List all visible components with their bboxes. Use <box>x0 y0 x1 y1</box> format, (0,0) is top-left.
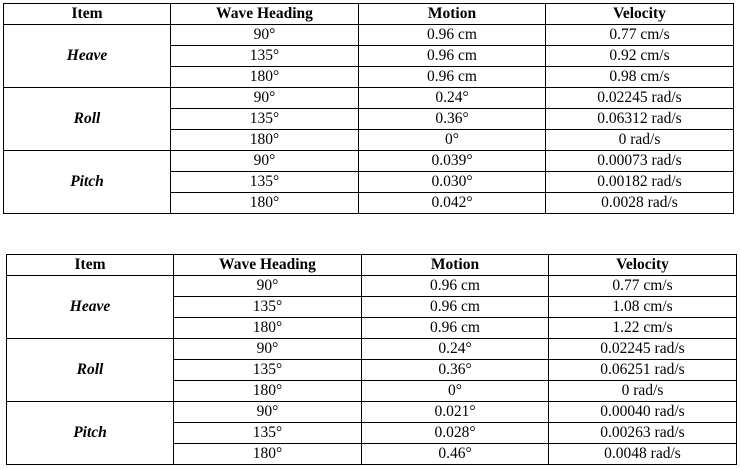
item-cell: Heave <box>4 25 171 88</box>
motion-cell: 0° <box>359 130 546 151</box>
header-wave-heading: Wave Heading <box>171 4 359 25</box>
motion-cell: 0.039° <box>359 151 546 172</box>
velocity-cell: 0.0028 rad/s <box>546 193 734 214</box>
wave-heading-cell: 90° <box>174 276 362 297</box>
motion-cell: 0.36° <box>362 360 549 381</box>
table-body <box>4 25 734 214</box>
motion-cell: 0.042° <box>359 193 546 214</box>
table-header <box>4 4 734 25</box>
velocity-cell: 0.77 cm/s <box>546 25 734 46</box>
velocity-cell: 0.06312 rad/s <box>546 109 734 130</box>
velocity-cell: 0.98 cm/s <box>546 67 734 88</box>
velocity-cell: 0.77 cm/s <box>549 276 737 297</box>
header-motion: Motion <box>362 255 549 276</box>
wave-heading-cell: 180° <box>174 381 362 402</box>
wave-heading-cell: 90° <box>174 402 362 423</box>
wave-heading-cell: 135° <box>174 297 362 318</box>
motion-cell: 0.96 cm <box>359 25 546 46</box>
motion-cell: 0.96 cm <box>362 297 549 318</box>
wave-heading-cell: 135° <box>174 360 362 381</box>
motion-cell: 0.46° <box>362 444 549 465</box>
wave-heading-cell: 135° <box>174 423 362 444</box>
wave-heading-cell: 180° <box>171 193 359 214</box>
velocity-cell: 0 rad/s <box>546 130 734 151</box>
velocity-cell: 0 rad/s <box>549 381 737 402</box>
header-row <box>7 255 737 276</box>
item-cell: Roll <box>4 88 171 151</box>
velocity-cell: 0.06251 rad/s <box>549 360 737 381</box>
results-table-2 <box>6 254 737 465</box>
velocity-cell: 0.00073 rad/s <box>546 151 734 172</box>
table-row <box>7 339 737 360</box>
wave-heading-cell: 90° <box>171 25 359 46</box>
table-row <box>4 25 734 46</box>
header-velocity: Velocity <box>549 255 737 276</box>
motion-cell: 0.96 cm <box>359 67 546 88</box>
table-row <box>4 151 734 172</box>
item-cell: Heave <box>7 276 174 339</box>
motion-cell: 0.96 cm <box>362 318 549 339</box>
velocity-cell: 0.02245 rad/s <box>549 339 737 360</box>
motion-cell: 0.24° <box>359 88 546 109</box>
results-table-1 <box>3 3 734 214</box>
motion-cell: 0.96 cm <box>362 276 549 297</box>
header-item: Item <box>7 255 174 276</box>
wave-heading-cell: 135° <box>171 172 359 193</box>
velocity-cell: 1.22 cm/s <box>549 318 737 339</box>
velocity-cell: 0.0048 rad/s <box>549 444 737 465</box>
wave-heading-cell: 180° <box>171 130 359 151</box>
header-item: Item <box>4 4 171 25</box>
wave-heading-cell: 135° <box>171 46 359 67</box>
header-row <box>4 4 734 25</box>
wave-heading-cell: 135° <box>171 109 359 130</box>
wave-heading-cell: 90° <box>174 339 362 360</box>
velocity-cell: 0.00263 rad/s <box>549 423 737 444</box>
motion-cell: 0.96 cm <box>359 46 546 67</box>
item-cell: Pitch <box>7 402 174 465</box>
table-header <box>7 255 737 276</box>
table-body <box>7 276 737 465</box>
motion-cell: 0.028° <box>362 423 549 444</box>
motion-cell: 0.021° <box>362 402 549 423</box>
wave-heading-cell: 90° <box>171 151 359 172</box>
table-row <box>7 276 737 297</box>
table-row <box>4 88 734 109</box>
wave-heading-cell: 180° <box>174 318 362 339</box>
motion-cell: 0.36° <box>359 109 546 130</box>
header-motion: Motion <box>359 4 546 25</box>
motion-cell: 0.24° <box>362 339 549 360</box>
table-row <box>7 402 737 423</box>
motion-cell: 0° <box>362 381 549 402</box>
header-velocity: Velocity <box>546 4 734 25</box>
header-wave-heading: Wave Heading <box>174 255 362 276</box>
velocity-cell: 0.02245 rad/s <box>546 88 734 109</box>
velocity-cell: 0.00182 rad/s <box>546 172 734 193</box>
wave-heading-cell: 90° <box>171 88 359 109</box>
item-cell: Roll <box>7 339 174 402</box>
wave-heading-cell: 180° <box>171 67 359 88</box>
item-cell: Pitch <box>4 151 171 214</box>
motion-cell: 0.030° <box>359 172 546 193</box>
velocity-cell: 0.92 cm/s <box>546 46 734 67</box>
velocity-cell: 1.08 cm/s <box>549 297 737 318</box>
velocity-cell: 0.00040 rad/s <box>549 402 737 423</box>
wave-heading-cell: 180° <box>174 444 362 465</box>
